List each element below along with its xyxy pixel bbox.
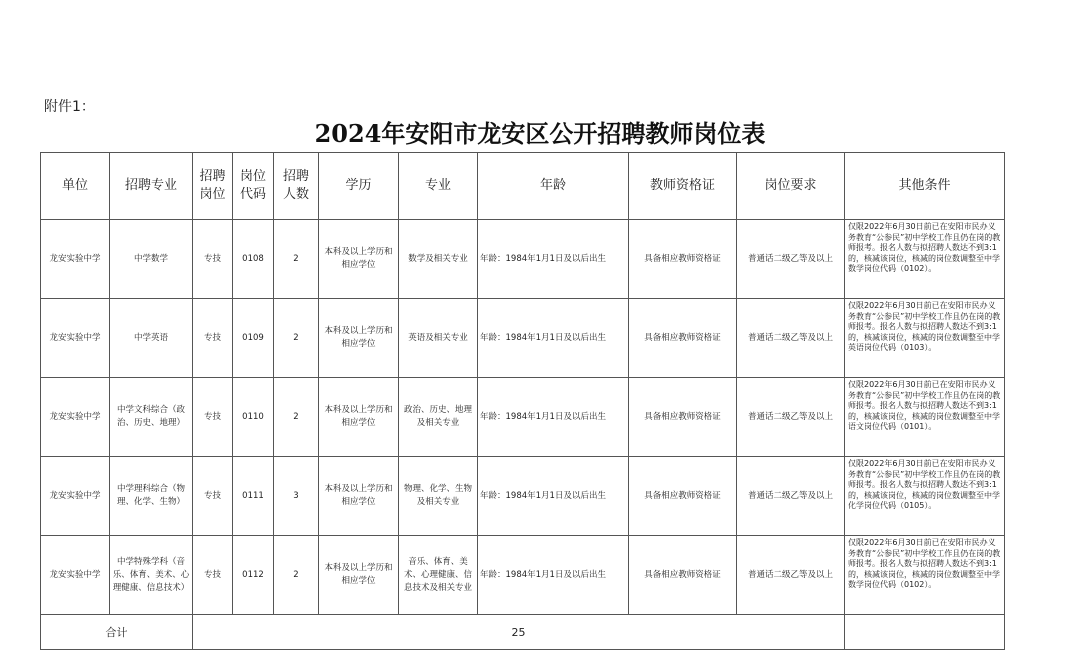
header-education: 学历 [319, 153, 399, 220]
cell-major: 中学特殊学科（音乐、体育、美术、心理健康、信息技术） [110, 536, 193, 615]
table-row [41, 299, 1005, 378]
total-label: 合计 [41, 615, 193, 650]
cell-count: 2 [274, 220, 319, 299]
cell-other: 仅限2022年6月30日前已在安阳市民办义务教育“公参民”初中学校工作且仍在岗的教师报考。报名人数与拟招聘人数达不到3:1的，核减该岗位，核减的岗位数调整至中学语文岗位代码（0101）。 [845, 378, 1005, 457]
header-post: 招聘 岗位 [193, 153, 233, 220]
cell-age: 年龄：1984年1月1日及以后出生 [478, 378, 629, 457]
cell-other: 仅限2022年6月30日前已在安阳市民办义务教育“公参民”初中学校工作且仍在岗的教师报考。报名人数与拟招聘人数达不到3:1的，核减该岗位，核减的岗位数调整至中学数学岗位代码（0102）。 [845, 220, 1005, 299]
cell-count: 3 [274, 457, 319, 536]
cell-unit: 龙安实验中学 [41, 299, 110, 378]
cell-age: 年龄：1984年1月1日及以后出生 [478, 220, 629, 299]
cell-major: 中学文科综合（政治、历史、地理） [110, 378, 193, 457]
total-empty-cell [845, 615, 1005, 650]
table-row [41, 378, 1005, 457]
cell-requirement: 普通话二级乙等及以上 [737, 299, 845, 378]
cell-count: 2 [274, 299, 319, 378]
cell-code: 0109 [233, 299, 274, 378]
cell-certificate: 具备相应教师资格证 [629, 220, 737, 299]
cell-requirement: 普通话二级乙等及以上 [737, 220, 845, 299]
total-row [41, 615, 1005, 650]
cell-unit: 龙安实验中学 [41, 536, 110, 615]
cell-education: 本科及以上学历和相应学位 [319, 378, 399, 457]
cell-certificate: 具备相应教师资格证 [629, 536, 737, 615]
cell-requirement: 普通话二级乙等及以上 [737, 378, 845, 457]
recruitment-table [40, 152, 1005, 650]
header-requirement: 岗位要求 [737, 153, 845, 220]
table-row [41, 457, 1005, 536]
header-code: 岗位 代码 [233, 153, 274, 220]
cell-major: 中学数学 [110, 220, 193, 299]
cell-requirement: 普通话二级乙等及以上 [737, 457, 845, 536]
cell-unit: 龙安实验中学 [41, 457, 110, 536]
cell-code: 0108 [233, 220, 274, 299]
header-age: 年龄 [478, 153, 629, 220]
cell-certificate: 具备相应教师资格证 [629, 457, 737, 536]
cell-education: 本科及以上学历和相应学位 [319, 457, 399, 536]
cell-unit: 龙安实验中学 [41, 220, 110, 299]
cell-specialty: 政治、历史、地理及相关专业 [399, 378, 478, 457]
cell-unit: 龙安实验中学 [41, 378, 110, 457]
cell-code: 0111 [233, 457, 274, 536]
cell-certificate: 具备相应教师资格证 [629, 378, 737, 457]
table-header-row [41, 153, 1005, 220]
table-row [41, 220, 1005, 299]
cell-count: 2 [274, 536, 319, 615]
cell-post: 专技 [193, 220, 233, 299]
attachment-label: 附件1： [44, 99, 95, 115]
cell-education: 本科及以上学历和相应学位 [319, 299, 399, 378]
header-major: 招聘专业 [110, 153, 193, 220]
total-value: 25 [193, 615, 845, 650]
header-other: 其他条件 [845, 153, 1005, 220]
cell-post: 专技 [193, 457, 233, 536]
cell-requirement: 普通话二级乙等及以上 [737, 536, 845, 615]
cell-major: 中学理科综合（物理、化学、生物） [110, 457, 193, 536]
cell-certificate: 具备相应教师资格证 [629, 299, 737, 378]
cell-specialty: 数学及相关专业 [399, 220, 478, 299]
cell-other: 仅限2022年6月30日前已在安阳市民办义务教育“公参民”初中学校工作且仍在岗的教师报考。报名人数与拟招聘人数达不到3:1的，核减该岗位，核减的岗位数调整至中学数学岗位代码（0102）。 [845, 536, 1005, 615]
cell-code: 0110 [233, 378, 274, 457]
cell-post: 专技 [193, 378, 233, 457]
header-count: 招聘 人数 [274, 153, 319, 220]
cell-post: 专技 [193, 299, 233, 378]
cell-post: 专技 [193, 536, 233, 615]
header-specialty: 专业 [399, 153, 478, 220]
cell-specialty: 英语及相关专业 [399, 299, 478, 378]
cell-education: 本科及以上学历和相应学位 [319, 536, 399, 615]
cell-specialty: 音乐、体育、美术、心理健康、信息技术及相关专业 [399, 536, 478, 615]
cell-code: 0112 [233, 536, 274, 615]
cell-count: 2 [274, 378, 319, 457]
cell-specialty: 物理、化学、生物及相关专业 [399, 457, 478, 536]
page-title: 2024年安阳市龙安区公开招聘教师岗位表 [314, 119, 766, 148]
cell-other: 仅限2022年6月30日前已在安阳市民办义务教育“公参民”初中学校工作且仍在岗的教师报考。报名人数与拟招聘人数达不到3:1的，核减该岗位，核减的岗位数调整至中学英语岗位代码（0103）。 [845, 299, 1005, 378]
cell-age: 年龄：1984年1月1日及以后出生 [478, 457, 629, 536]
table-row [41, 536, 1005, 615]
cell-other: 仅限2022年6月30日前已在安阳市民办义务教育“公参民”初中学校工作且仍在岗的教师报考。报名人数与拟招聘人数达不到3:1的，核减该岗位，核减的岗位数调整至中学化学岗位代码（0105）。 [845, 457, 1005, 536]
cell-age: 年龄：1984年1月1日及以后出生 [478, 299, 629, 378]
header-certificate: 教师资格证 [629, 153, 737, 220]
cell-age: 年龄：1984年1月1日及以后出生 [478, 536, 629, 615]
cell-major: 中学英语 [110, 299, 193, 378]
cell-education: 本科及以上学历和相应学位 [319, 220, 399, 299]
header-unit: 单位 [41, 153, 110, 220]
